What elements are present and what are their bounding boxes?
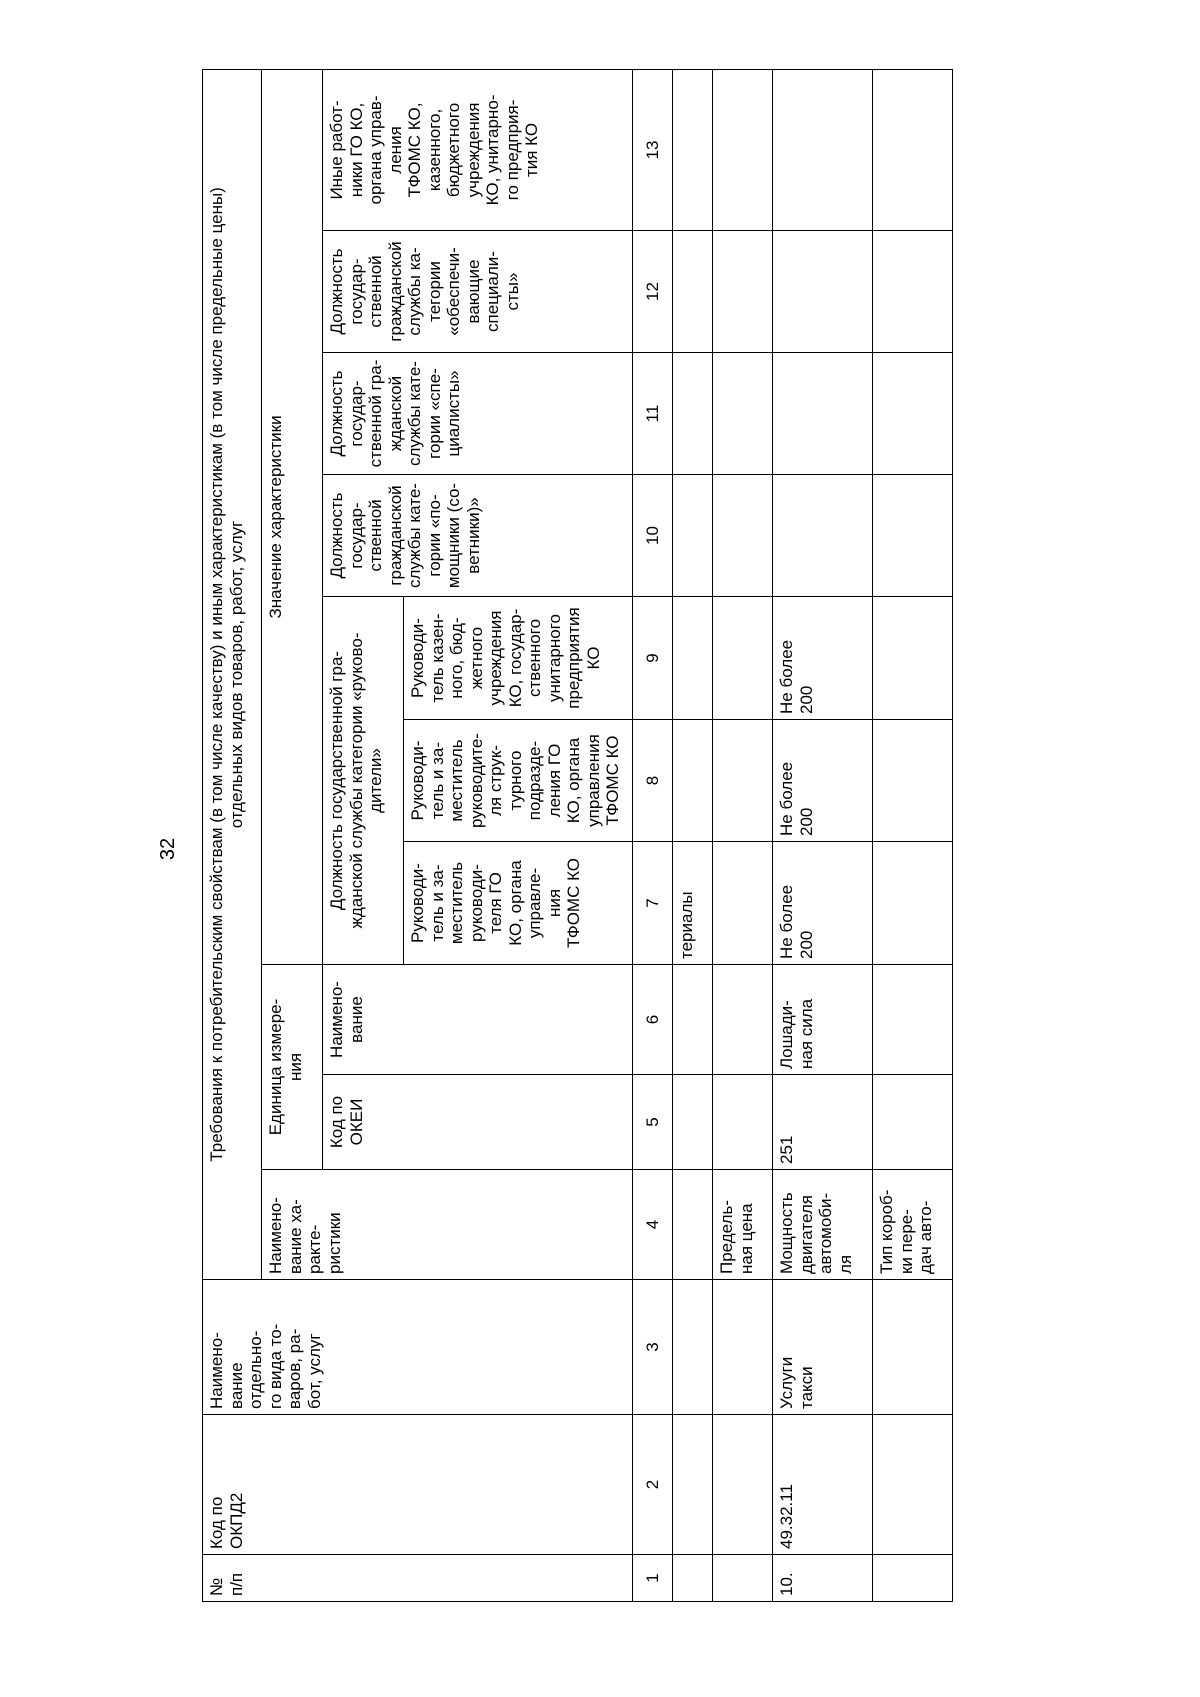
empty-cell [873,1280,953,1415]
empty-cell [873,1555,953,1602]
empty-cell [873,720,953,842]
empty-cell [673,1415,713,1555]
empty-cell [873,475,953,597]
header-okei-code: Код по ОКЕИ [323,1075,633,1170]
empty-cell [673,231,713,353]
empty-cell [713,965,773,1075]
empty-cell [873,1415,953,1555]
header-col8: Руководи- тель и за- меститель руководите- ля струк- турного подразде- ления ГО КО, органа управления ТФОМС КО [404,720,633,842]
column-number: 13 [633,69,673,230]
continued-text: териалы [673,842,713,965]
column-number: 3 [633,1280,673,1415]
price-label: Предель- ная цена [713,1170,773,1280]
column-number: 5 [633,1075,673,1170]
empty-cell [673,475,713,597]
value-col9: Не более 200 [773,597,873,720]
column-number: 2 [633,1415,673,1555]
table-row [673,69,713,1601]
empty-cell [773,69,873,230]
header-okpd-code: Код по ОКПД2 [203,1415,633,1555]
empty-cell [713,842,773,965]
item-name: Услуги такси [773,1280,873,1415]
page-number: 32 [157,837,179,861]
column-number: 4 [633,1170,673,1280]
column-number: 9 [633,597,673,720]
column-number: 12 [633,231,673,353]
empty-cell [713,720,773,842]
empty-cell [873,69,953,230]
empty-cell [873,965,953,1075]
empty-cell [873,1075,953,1170]
gearbox-label: Тип короб- ки пере- дач авто- [873,1170,953,1280]
column-number: 10 [633,475,673,597]
empty-cell [673,1075,713,1170]
empty-cell [673,597,713,720]
empty-cell [673,353,713,475]
column-number: 1 [633,1555,673,1602]
value-col7: Не более 200 [773,842,873,965]
empty-cell [713,1415,773,1555]
header-col9: Руководи- тель казен- ного, бюд- жетного учреждения КО, государ- ственного унитарного предприятия КО [404,597,633,720]
item-characteristic: Мощность двигателя автомоби- ля [773,1170,873,1280]
column-number: 6 [633,965,673,1075]
item-okei: 251 [773,1075,873,1170]
empty-cell [873,353,953,475]
empty-cell [773,475,873,597]
empty-cell [773,353,873,475]
empty-cell [673,69,713,230]
requirements-table [202,69,953,1602]
header-col7: Руководи- тель и за- меститель руководи- теля ГО КО, органа управле- ния ТФОМС КО [404,842,633,965]
empty-cell [773,231,873,353]
empty-cell [713,1075,773,1170]
header-item-name: Наимено- вание отдельно- го вида то- варов, ра- бот, услуг [203,1280,633,1415]
table-row [773,69,873,1601]
empty-cell [673,1555,713,1602]
header-col12: Должность государ- ственной гражданской службы ка- тегории «обеспечи- вающие специали- сты» [323,231,633,353]
header-unit: Единица измере- ния [262,965,323,1170]
header-unit-name: Наимено- вание [323,965,633,1075]
rotated-table-container [202,70,1148,1602]
header-col11: Должность государ- ственной гра- жданской службы кате- гории «спе- циалисты» [323,353,633,475]
header-no: № п/п [203,1555,633,1602]
empty-cell [713,231,773,353]
column-number: 11 [633,353,673,475]
empty-cell [873,597,953,720]
empty-cell [673,965,713,1075]
empty-cell [873,842,953,965]
item-code: 49.32.11 [773,1415,873,1555]
header-row-1 [203,69,262,1601]
table-row [713,69,773,1601]
item-no: 10. [773,1555,873,1602]
empty-cell [713,353,773,475]
column-number: 8 [633,720,673,842]
item-unit: Лошади- ная сила [773,965,873,1075]
empty-cell [713,597,773,720]
empty-cell [713,69,773,230]
header-requirements: Требования к потребительским свойствам (в том числе качеству) и иным характеристикам (в том числе предельные цены) отдельных видов товаров, работ, услуг [203,69,262,1279]
empty-cell [713,1280,773,1415]
header-char-name: Наимено- вание ха- ракте- ристики [262,1170,633,1280]
header-char-value: Значение характеристики [262,69,323,964]
empty-cell [873,231,953,353]
empty-cell [673,1280,713,1415]
header-col13: Иные работ- ники ГО КО, органа управ- ления ТФОМС КО, казенного, бюджетного учреждения КО, унитарно- го предприя- тия КО [323,69,633,230]
empty-cell [713,1555,773,1602]
empty-cell [713,475,773,597]
column-number-row [633,69,673,1601]
empty-cell [673,1170,713,1280]
value-col8: Не более 200 [773,720,873,842]
header-leaders-group: Должность государственной гра- жданской службы категории «руково- дители» [323,597,404,965]
table-row [873,69,953,1601]
column-number: 7 [633,842,673,965]
empty-cell [673,720,713,842]
header-col10: Должность государ- ственной гражданской службы кате- гории «по- мощники (со- ветники)» [323,475,633,597]
